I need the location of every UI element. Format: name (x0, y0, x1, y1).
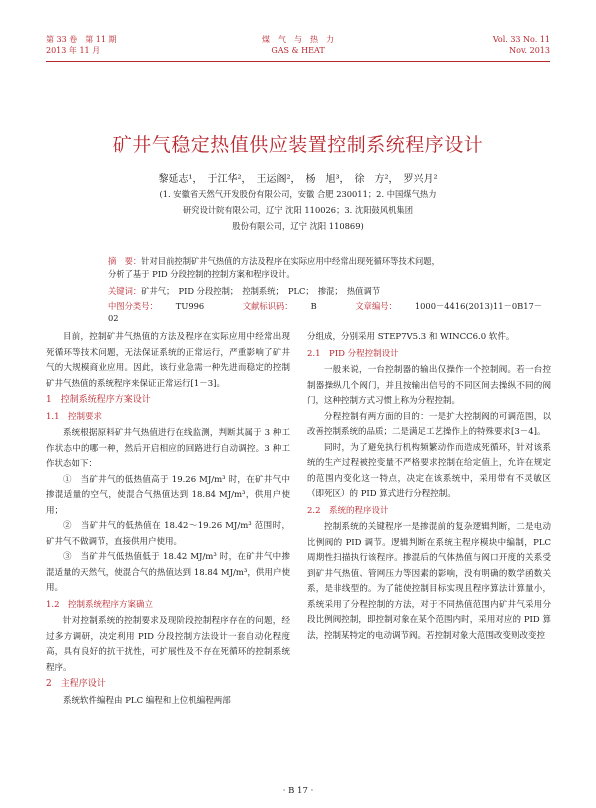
body-paragraph: 目前，控制矿井气热值的方法及程序在实际应用中经常出现死循环等技术问题，无法保证系统的正常运行，严重影响了矿井气的大规模商业应用。因此，该行业急需一种先进而稳定的控制矿井气热值的系统程序来保证正常运行[1－3]。 (46, 332, 290, 389)
section-heading: 2 主程序设计 (46, 679, 106, 689)
affiliation-line: (1. 安徽省天然气开发股份有限公司，安徽 合肥 230011；2. 中国煤气热力 (159, 189, 437, 199)
abstract-text: 分析了基于 PID 分段控制的控制方案和程序设计。 (108, 269, 295, 279)
header-divider (46, 61, 550, 62)
issue-date-en: Nov. 2013 (509, 46, 550, 55)
subsection-heading: 2.1 PID 分程控制设计 (307, 348, 399, 359)
body-paragraph: ③ 当矿井气低热值低于 18.42 MJ/m³ 时，在矿井气中掺混适量的天然气，使混合气的热值达到 18.84 MJ/m³，供用户使用。 (46, 552, 290, 593)
abstract-label: 摘 要： (108, 256, 142, 266)
subsection-heading: 1.1 控制要求 (46, 411, 103, 422)
body-paragraph: 分程控制有两方面的目的：一是扩大控制阀的可调范围，以改善控制系统的品质；二是满足工艺操作上的特殊要求[3－4]。 (307, 411, 551, 437)
classification-info (108, 300, 548, 324)
journal-volume-info-en (493, 34, 550, 56)
section-heading: 1 控制系统程序方案设计 (46, 395, 151, 405)
article-number: 1000－4416(2013)11－0B17－02 (108, 301, 543, 323)
doc-code: B (310, 301, 317, 311)
page-number: · B 17 · (282, 786, 314, 796)
body-paragraph: 系统软件编程由 PLC 编程和上位机编程两部 (63, 695, 231, 706)
body-paragraph: 控制系统的关键程序一是掺混前的复杂逻辑判断，二是电动比例阀的 PID 调节。逻辑判断在系统主程序模块中编制，PLC 周期性扫描执行该程序。掺混后的气体热值与阀口开度的关系受到矿井气热值、管网压力等因素的影响，没有明确的数学函数关系，是非线型的。为了能使控制目标实现且程序算法计算量小，系统采用了分程控制的方法，对于不同热值范围内矿井气采用分段比例阀控制，即控制对象在某个范围内时，采用对应的 PID 算法，控制某特定的电动调节阀。若控制对象大范围改变则改变控 (307, 522, 551, 641)
body-paragraph: ② 当矿井气的低热值在 18.42～19.26 MJ/m³ 范围时，矿井气不做调节，直接供用户使用。 (46, 521, 290, 547)
article-number-label: 文章编号： (355, 301, 397, 311)
keywords-label: 关键词： (108, 286, 142, 296)
paper-title: 矿井气稳定热值供应装置控制系统程序设计 (112, 134, 484, 156)
body-paragraph: 同时，为了避免执行机构频繁动作而造成死循环，针对该系统的生产过程被控变量不严格要求控制在给定值上，允许在规定的范围内变化这一特点，决定在该系统中，采用带有不灵敏区（即死区）的 PID 算式进行分程控制。 (307, 442, 551, 499)
abstract-text: 针对目前控制矿井气热值的方法及程序在实际应用中经常出现死循环等技术问题， (141, 256, 440, 266)
subsection-heading: 1.2 控制系统程序方案确立 (46, 599, 154, 610)
clc-number: TU996 (175, 301, 205, 311)
author-list: 黎延志¹， 于江华²， 王运阁²， 杨 旭³， 徐 方²， 罗兴月² (158, 174, 438, 185)
journal-name-en: GAS & HEAT (271, 46, 325, 55)
affiliation-line: 研究设计院有限公司，辽宁 沈阳 110026；3. 沈阳鼓风机集团 (182, 205, 414, 215)
body-paragraph: 一般来说，一台控制器的输出仅操作一个控制阀。若一台控制器操纵几个阀门，并且按输出信号的不同区间去操纵不同的阀门，这种控制方式习惯上称为分程控制。 (307, 365, 551, 406)
body-paragraph: 系统根据原料矿井气热值进行在线监测，判断其属于 3 种工作状态中的哪一种，然后开启相应的回路进行自动调控。3 种工作状态如下： (46, 428, 290, 469)
body-paragraph: 分组成，分别采用 STEP7V5.3 和 WINCC6.0 软件。 (307, 332, 515, 342)
volume-issue: 第 33 卷 第 11 期 (46, 35, 117, 44)
clc-label: 中图分类号： (108, 301, 158, 311)
keywords-text: 矿井气； PID 分段控制； 控制系统； PLC； 掺混； 热值调节 (141, 286, 381, 296)
subsection-heading: 2.2 系统的程序设计 (307, 505, 389, 516)
abstract (108, 255, 518, 281)
doc-code-label: 文献标识码： (242, 301, 293, 311)
issue-date: 2013 年 11 月 (46, 46, 101, 55)
keywords (108, 285, 538, 297)
affiliation-line: 股份有限公司，辽宁 沈阳 110869) (232, 221, 364, 231)
body-paragraph: ① 当矿井气的低热值高于 19.26 MJ/m³ 时，在矿井气中掺混适量的空气，使混合气热值达到 18.84 MJ/m³，供用户使用； (46, 474, 290, 516)
affiliations (0, 186, 596, 234)
left-column (46, 330, 290, 709)
journal-name-cn: 煤 气 与 热 力 (262, 35, 334, 44)
body-paragraph: 针对控制系统的控制要求及现阶段控制程序存在的问题，经过多方调研，决定利用 PID 分段控制方法设计一套自动化程度高，具有良好的抗干扰性，可扩展性及不存在死循环的控制系统程序。 (46, 616, 290, 673)
volume-issue-en: Vol. 33 No. 11 (492, 35, 550, 44)
right-column (307, 330, 551, 644)
